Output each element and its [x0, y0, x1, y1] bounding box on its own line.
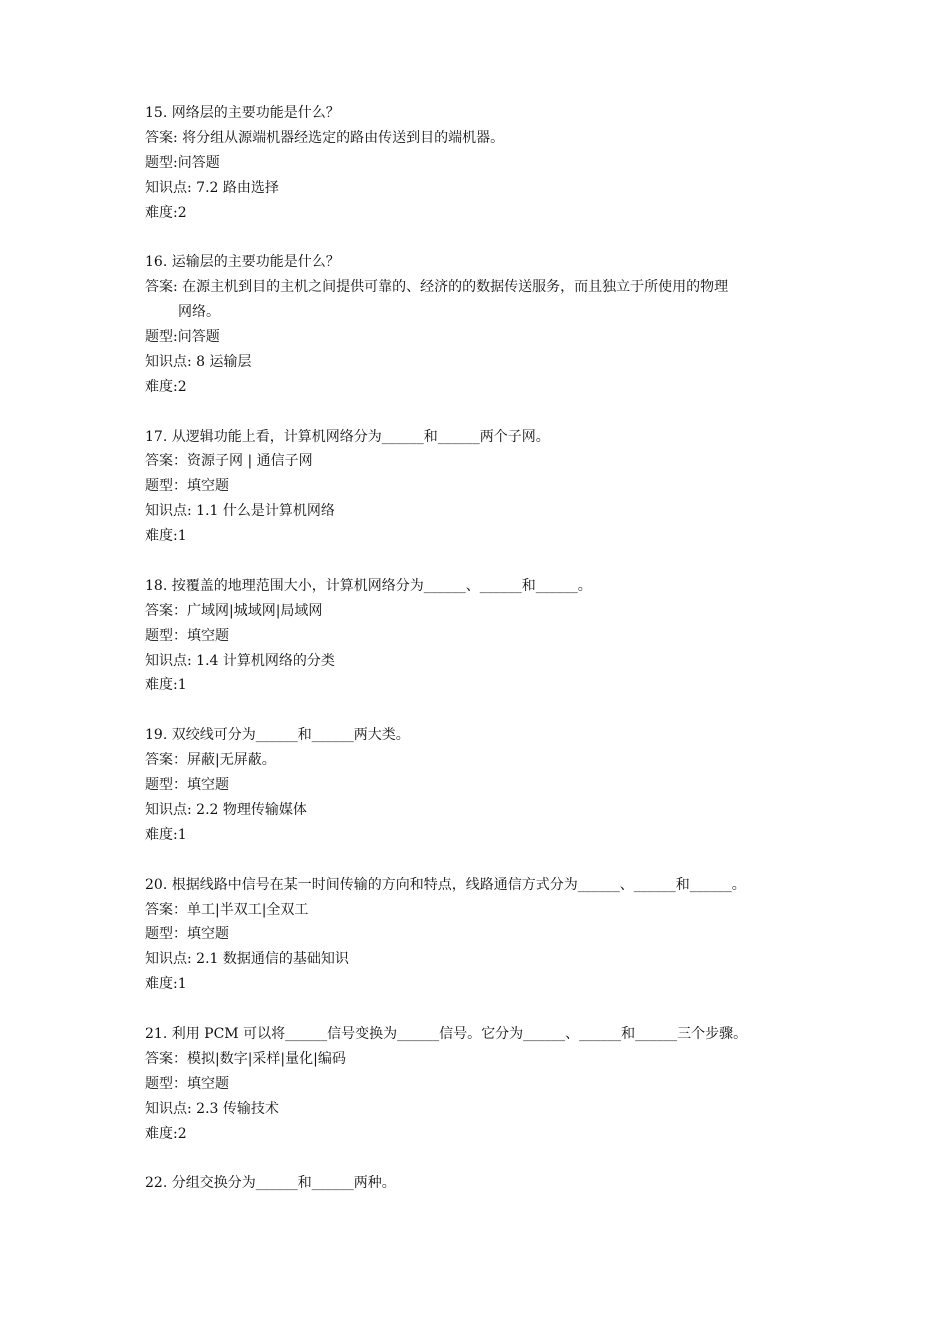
difficulty: 难度:2	[145, 204, 187, 221]
difficulty: 难度:1	[145, 677, 187, 694]
answer-text: 答案：单工|半双工|全双工	[145, 901, 309, 918]
answer-text: 答案：广域网|城域网|局域网	[145, 602, 323, 619]
knowledge-point: 知识点: 7.2 路由选择	[145, 179, 279, 196]
question-type: 题型：填空题	[145, 478, 229, 495]
knowledge-point: 知识点: 1.1 什么是计算机网络	[145, 503, 335, 520]
question-type: 题型：填空题	[145, 1075, 229, 1092]
knowledge-point: 知识点: 1.4 计算机网络的分类	[145, 652, 335, 669]
spacer	[145, 848, 825, 873]
answer-text: 答案：资源子网 | 通信子网	[145, 453, 313, 470]
difficulty: 难度:1	[145, 976, 187, 993]
difficulty: 难度:2	[145, 1125, 187, 1142]
question-text: 15. 网络层的主要功能是什么？	[145, 105, 340, 121]
answer-text: 答案: 在源主机到目的主机之间提供可靠的、经济的的数据传送服务，而且独立于所使用的物理	[145, 279, 729, 296]
question-type: 题型:问答题	[145, 329, 220, 346]
spacer	[145, 225, 825, 250]
answer-text: 答案：屏蔽|无屏蔽。	[145, 752, 276, 769]
question-type: 题型：填空题	[145, 627, 229, 644]
spacer	[145, 997, 825, 1022]
question-block-16	[145, 250, 825, 399]
document-page	[145, 101, 825, 1196]
question-block-18	[145, 574, 825, 698]
question-text: 21. 利用 PCM 可以将______信号变换为______信号。它分为______、______和______三个步骤。	[145, 1025, 748, 1042]
answer-text: 答案：模拟|数字|采样|量化|编码	[145, 1050, 346, 1067]
question-type: 题型:问答题	[145, 154, 220, 171]
question-block-20	[145, 873, 825, 997]
spacer	[145, 698, 825, 723]
answer-text-continued: 网络。	[178, 304, 220, 321]
question-block-15	[145, 101, 825, 225]
question-text: 19. 双绞线可分为______和______两大类。	[145, 727, 410, 744]
knowledge-point: 知识点: 2.1 数据通信的基础知识	[145, 951, 349, 968]
question-text: 18. 按覆盖的地理范围大小，计算机网络分为______、______和______。	[145, 577, 592, 594]
spacer	[145, 1146, 825, 1171]
knowledge-point: 知识点: 2.2 物理传输媒体	[145, 801, 307, 818]
question-block-22	[145, 1171, 825, 1196]
question-text: 17. 从逻辑功能上看，计算机网络分为______和______两个子网。	[145, 428, 550, 445]
question-text: 16. 运输层的主要功能是什么？	[145, 254, 340, 271]
difficulty: 难度:2	[145, 378, 187, 395]
question-block-19	[145, 723, 825, 847]
knowledge-point: 知识点: 8 运输层	[145, 353, 252, 370]
question-block-21	[145, 1022, 825, 1146]
difficulty: 难度:1	[145, 528, 187, 545]
question-type: 题型：填空题	[145, 777, 229, 794]
question-type: 题型：填空题	[145, 926, 229, 943]
spacer	[145, 400, 825, 425]
question-block-17	[145, 425, 825, 549]
spacer	[145, 549, 825, 574]
answer-text: 答案: 将分组从源端机器经选定的路由传送到目的端机器。	[145, 129, 505, 146]
difficulty: 难度:1	[145, 826, 187, 843]
question-text: 22. 分组交换分为______和______两种。	[145, 1175, 396, 1192]
question-text: 20. 根据线路中信号在某一时间传输的方向和特点，线路通信方式分为______、______和______。	[145, 876, 746, 893]
knowledge-point: 知识点: 2.3 传输技术	[145, 1100, 279, 1117]
